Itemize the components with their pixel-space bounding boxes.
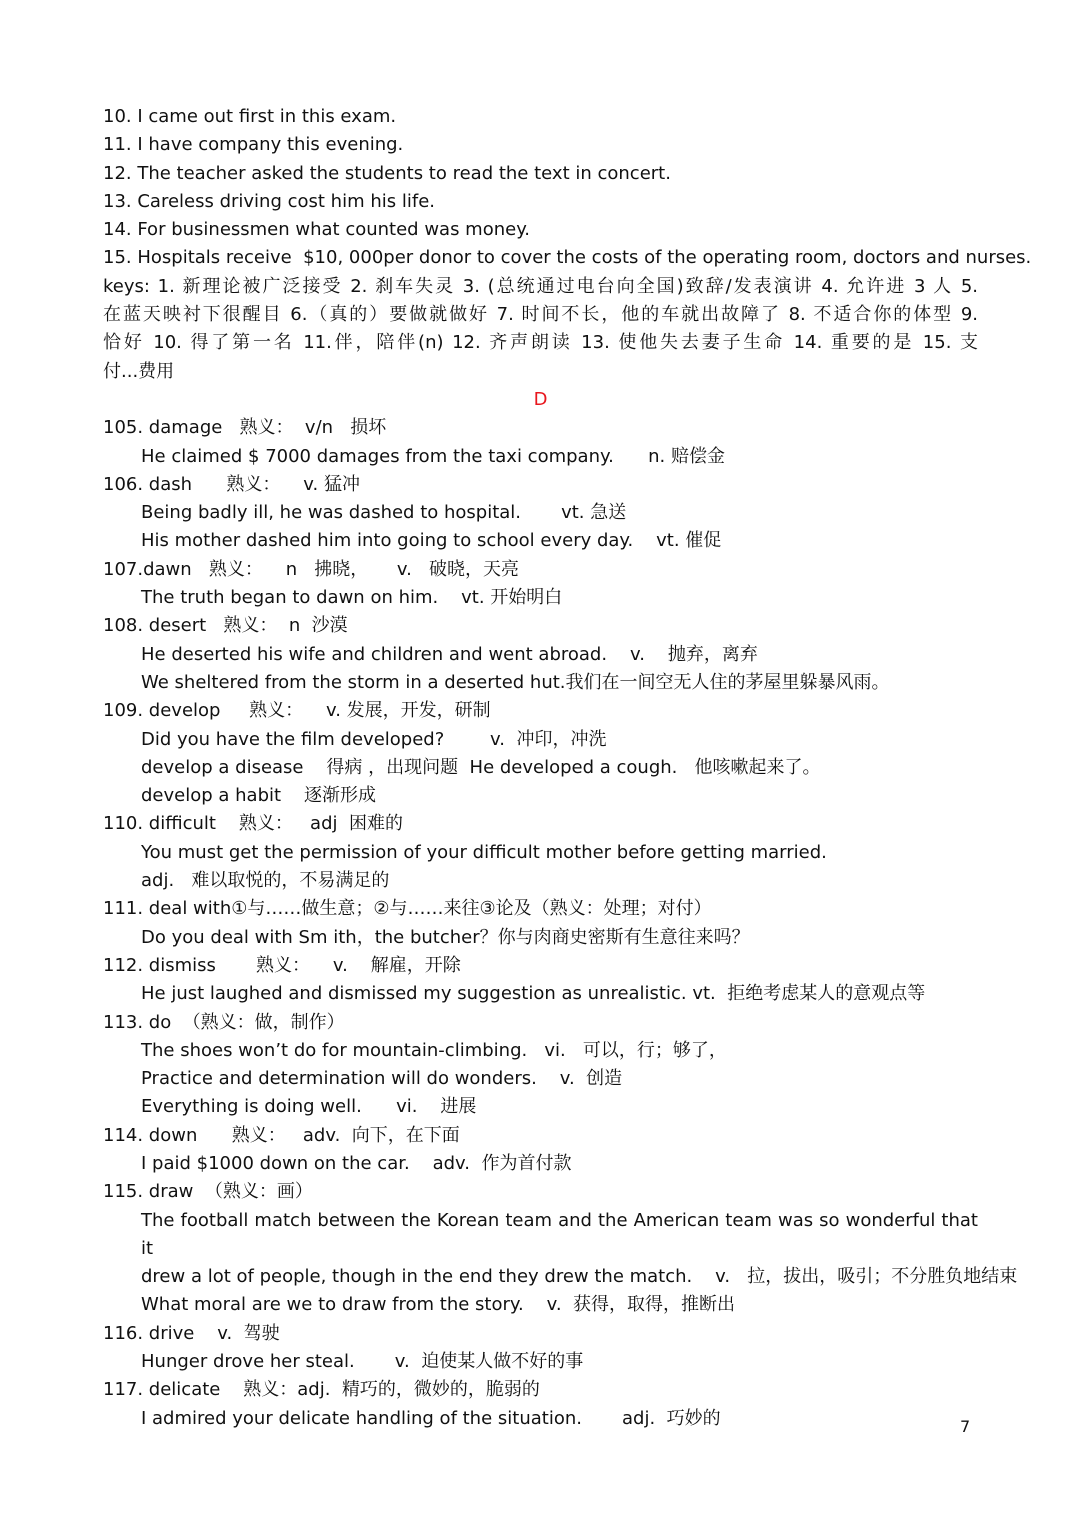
document-body (103, 103, 1032, 1433)
section-heading: D (533, 388, 548, 410)
entry-headword: 111. deal with①与……做生意；②与……来往③论及（熟义：处理；对付） (103, 898, 712, 920)
entry-example: Everything is doing well. vi. 进展 (141, 1096, 477, 1118)
entry-headword: 113. do （熟义：做，制作） (103, 1011, 345, 1033)
entry-headword: 108. desert 熟义： n 沙漠 (103, 615, 348, 637)
entry-example: Do you deal with Sm ith，the butcher？你与肉商史密斯有生意往来吗？ (141, 926, 750, 948)
vocab-entry (103, 556, 978, 613)
entry-example: Practice and determination will do wonders. v. 创造 (141, 1068, 623, 1090)
entry-example: His mother dashed him into going to school every day. vt. 催促 (141, 530, 722, 552)
entry-example: The shoes won’t do for mountain-climbing. vi. 可以，行；够了， (141, 1039, 727, 1061)
entry-headword: 110. difficult 熟义： adj 困难的 (103, 813, 403, 835)
answer-key-line: 在蓝天映衬下很醒目 6.（真的）要做就做好 7. 时间不长，他的车就出故障了 8. 不适合你的体型 9. (103, 304, 978, 326)
entry-example: I admired your delicate handling of the situation. adj. 巧妙的 (141, 1407, 721, 1429)
vocab-entry (103, 895, 978, 952)
example-sentences (103, 103, 1032, 273)
entry-example: Hunger drove her steal. v. 迫使某人做不好的事 (141, 1351, 584, 1373)
vocab-entry (103, 414, 978, 471)
entry-headword: 112. dismiss 熟义： v. 解雇，开除 (103, 954, 461, 976)
entry-headword: 107.dawn 熟义： n 拂晓， v. 破晓，天亮 (103, 558, 520, 580)
entry-headword: 117. delicate 熟义：adj. 精巧的，微妙的，脆弱的 (103, 1379, 540, 1401)
entry-headword: 106. dash 熟义： v. 猛冲 (103, 473, 360, 495)
vocab-entry (103, 697, 978, 810)
example-sentence: 12. The teacher asked the students to read the text in concert. (103, 162, 671, 184)
example-sentence: 10. I came out first in this exam. (103, 106, 397, 127)
vocab-entry (103, 471, 978, 556)
answer-key-line: 付...费用 (103, 360, 175, 382)
entry-headword: 109. develop 熟义： v. 发展，开发，研制 (103, 700, 491, 722)
entry-headword: 116. drive v. 驾驶 (103, 1322, 280, 1344)
entry-example: He deserted his wife and children and went abroad. v. 抛弃，离弃 (141, 643, 758, 665)
vocab-entry (103, 1178, 1018, 1319)
entry-example: develop a disease 得病 ，出现问题 He developed a cough. 他咳嗽起来了。 (141, 756, 821, 778)
page-number: 7 (960, 1417, 971, 1436)
vocab-entry (103, 1009, 978, 1122)
vocab-entry (103, 810, 978, 895)
entry-example: adj. 难以取悦的，不易满足的 (141, 870, 390, 892)
entry-example: He just laughed and dismissed my suggestion as unrealistic. vt. 拒绝考虑某人的意观点等 (141, 983, 926, 1005)
vocab-entry (103, 1376, 978, 1433)
vocabulary-entries (103, 414, 1018, 1433)
entry-example: Being badly ill, he was dashed to hospital. vt. 急送 (141, 502, 627, 524)
entry-example: develop a habit 逐渐形成 (141, 785, 376, 807)
vocab-entry (103, 1122, 978, 1179)
example-sentence: 11. I have company this evening. (103, 134, 404, 156)
entry-example: Did you have the film developed? v. 冲印，冲洗 (141, 728, 607, 750)
entry-headword: 105. damage 熟义： v/n 损坏 (103, 417, 387, 439)
answer-key-line: keys: 1. 新理论被广泛接受 2. 刹车失灵 3. (总统通过电台向全国)致辞/发表演讲 4. 允许进 3 人 5. (103, 275, 978, 297)
entry-example: The football match between the Korean team and the American team was so wonderful that it (141, 1209, 978, 1259)
entry-headword: 115. draw （熟义：画） (103, 1181, 313, 1203)
answer-key-line: 恰好 10. 得了第一名 11.伴，陪伴(n) 12. 齐声朗读 13. 使他失去妻子生命 14. 重要的是 15. 支 (103, 332, 978, 354)
example-sentence: 13. Careless driving cost him his life. (103, 190, 435, 212)
entry-example: What moral are we to draw from the story. v. 获得，取得，推断出 (141, 1294, 735, 1316)
entry-example: I paid $1000 down on the car. adv. 作为首付款 (141, 1152, 572, 1174)
entry-example: drew a lot of people, though in the end they drew the match. v. 拉，拔出，吸引；不分胜负地结束 (141, 1266, 1018, 1288)
vocab-entry (103, 952, 978, 1009)
vocab-entry (103, 612, 978, 697)
entry-example: The truth began to dawn on him. vt. 开始明白 (141, 587, 563, 609)
entry-headword: 114. down 熟义： adv. 向下，在下面 (103, 1124, 460, 1146)
entry-example: You must get the permission of your difficult mother before getting married. (141, 841, 827, 863)
example-sentence: 14. For businessmen what counted was money. (103, 219, 531, 241)
entry-example: We sheltered from the storm in a deserted hut.我们在一间空无人住的茅屋里躲暴风雨。 (141, 671, 890, 693)
example-sentence: 15. Hospitals receive $10, 000per donor to cover the costs of the operating room, doctors and nurses. (103, 247, 1032, 269)
entry-example: He claimed $ 7000 damages from the taxi company. n. 赔偿金 (141, 445, 725, 467)
answer-keys (103, 273, 978, 386)
vocab-entry (103, 1320, 978, 1377)
